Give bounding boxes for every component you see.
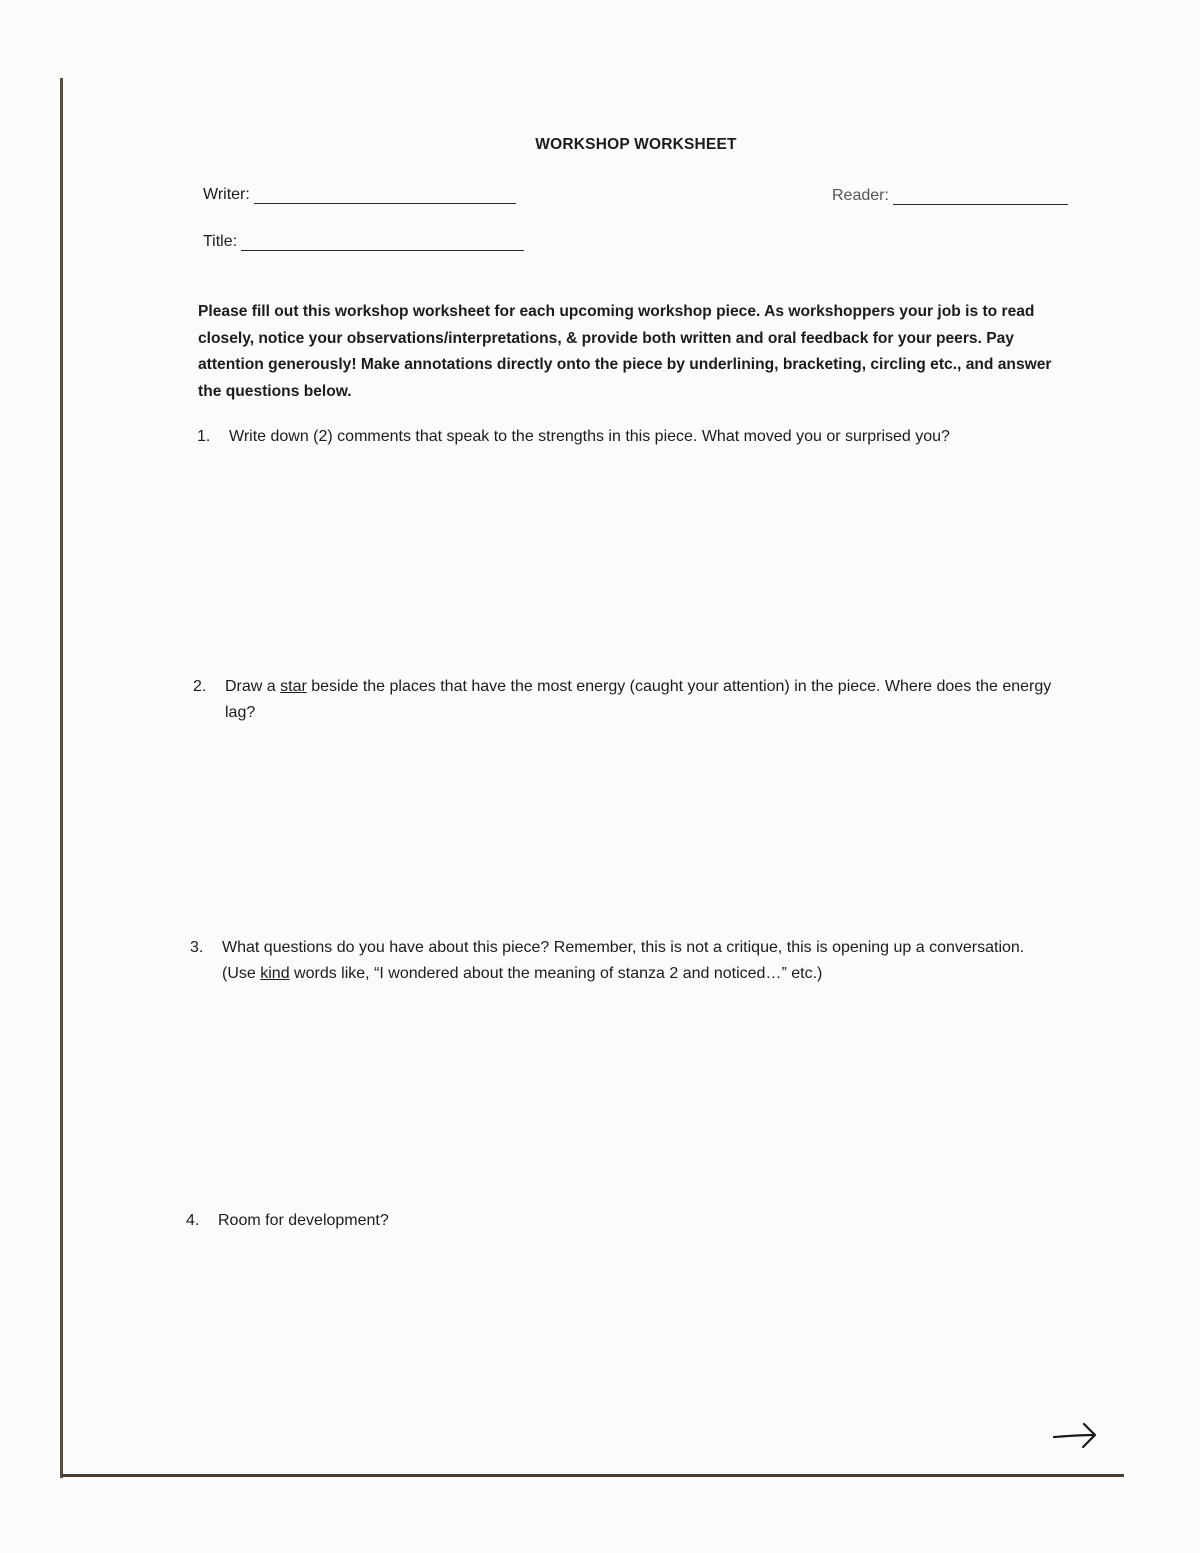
question-text-start: Draw a	[225, 678, 281, 695]
question-text: Room for development?	[218, 1212, 389, 1229]
underlined-word-kind: kind	[260, 965, 290, 982]
question-1	[197, 424, 1077, 450]
writer-label: Writer:	[203, 186, 250, 203]
title-blank-line[interactable]	[241, 232, 524, 251]
question-number: 4.	[186, 1212, 200, 1229]
question-text-end: beside the places that have the most energy (caught your attention) in the piece. Where does the energy lag?	[225, 678, 1052, 721]
writer-blank-line[interactable]	[254, 185, 516, 204]
question-number: 2.	[193, 678, 207, 695]
question-number: 1.	[197, 428, 211, 445]
question-2	[193, 674, 1073, 726]
question-text	[222, 935, 1060, 987]
question-3	[190, 935, 1060, 987]
reader-field	[832, 186, 1068, 205]
page-bottom-edge	[62, 1474, 1124, 1477]
question-4	[186, 1208, 686, 1234]
reader-blank-line[interactable]	[893, 186, 1068, 205]
question-text-end: words like, “I wondered about the meaning of stanza 2 and noticed…” etc.)	[289, 965, 823, 982]
question-text	[225, 674, 1073, 726]
underlined-word-star: star	[280, 678, 307, 695]
reader-label: Reader:	[832, 187, 889, 204]
worksheet-title: WORKSHOP WORKSHEET	[535, 136, 737, 153]
title-field	[203, 232, 524, 251]
writer-field	[203, 185, 516, 204]
arrow-right-icon	[1050, 1416, 1098, 1454]
page-left-edge	[60, 78, 63, 1478]
question-text-start: What questions do you have about this piece? Remember, this is not a critique, this is opening up a conversation. (Use	[222, 939, 1025, 982]
instructions-paragraph: Please fill out this workshop worksheet for each upcoming workshop piece. As workshoppers your job is to read closely, notice your observations/interpretations, & provide both written and oral feedback for your peers. Pay attention generously! Make annotations directly onto the piece by underlining, bracketing, circling etc., and answer the questions below.	[198, 303, 1052, 400]
title-label: Title:	[203, 233, 238, 250]
question-number: 3.	[190, 939, 204, 956]
question-text: Write down (2) comments that speak to the strengths in this piece. What moved you or surprised you?	[229, 428, 950, 445]
